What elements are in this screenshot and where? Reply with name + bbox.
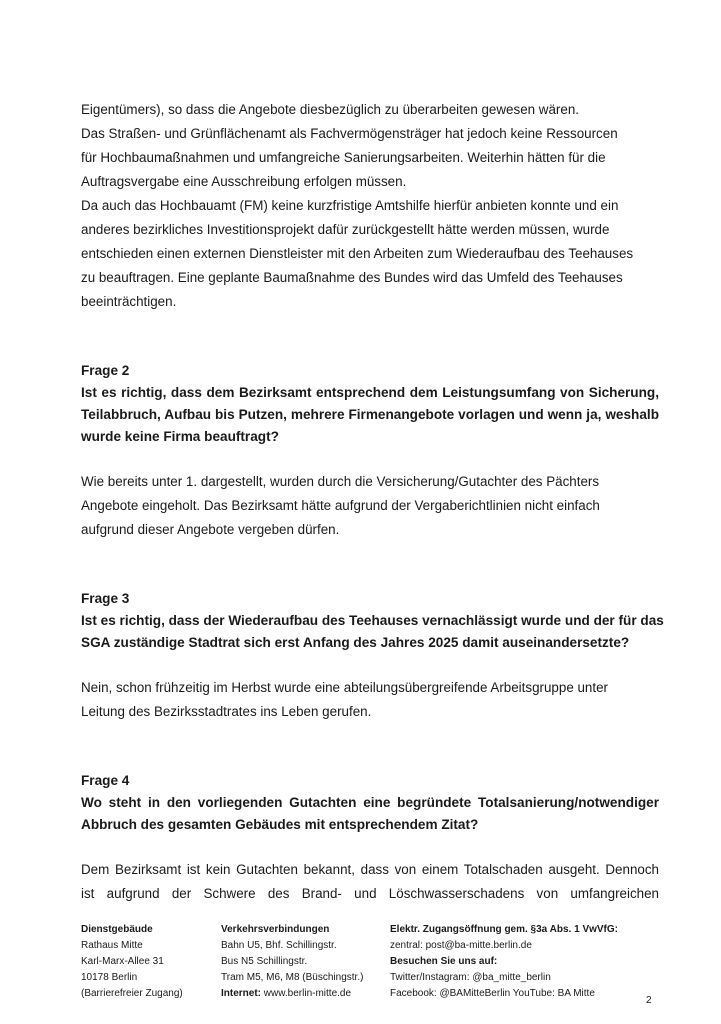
answer-text: [81, 470, 659, 542]
text-line: Auftragsvergabe eine Ausschreibung erfolgen müssen.: [81, 174, 407, 189]
document-body: [81, 98, 664, 906]
internet-label: Internet:: [221, 988, 261, 999]
section-frage-3: [81, 588, 664, 724]
footer-twitter-link[interactable]: Twitter/Instagram: @ba_mitte_berlin: [390, 972, 551, 983]
page-number: 2: [646, 995, 652, 1006]
footer-line: Rathaus Mitte: [81, 940, 143, 951]
intro-paragraph: [81, 98, 659, 314]
answer-line: aufgrund dieser Angebote vergeben dürfen.: [81, 522, 340, 537]
footer-kontakt: [390, 922, 618, 1002]
question-line: Abbruch des gesamten Gebäudes mit entsprechendem Zitat?: [81, 817, 479, 832]
question-line: SGA zuständige Stadtrat sich erst Anfang des Jahres 2025 damit auseinandersetzte?: [81, 635, 630, 650]
footer-line: Bus N5 Schillingstr.: [221, 956, 308, 967]
question-text: [81, 610, 664, 654]
footer-verkehrsverbindungen: [221, 922, 363, 1002]
question-text: [81, 792, 659, 836]
section-label: Frage 4: [81, 773, 130, 788]
footer-line: Karl-Marx-Allee 31: [81, 956, 164, 967]
footer-social-heading: Besuchen Sie uns auf:: [390, 956, 498, 967]
text-line: beeinträchtigen.: [81, 294, 177, 309]
text-line: Da auch das Hochbauamt (FM) keine kurzfristige Amtshilfe hierfür anbieten konnte und ein: [81, 198, 619, 213]
answer-line: ist aufgrund der Schwere des Brand- und Löschwasserschadens von umfangreichen: [81, 886, 659, 901]
footer-heading: Dienstgebäude: [81, 924, 153, 935]
text-line: entschieden einen externen Dienstleister mit den Arbeiten zum Wiederaufbau des Teehauses: [81, 246, 634, 261]
answer-text: [81, 676, 659, 724]
footer-line: Bahn U5, Bhf. Schillingstr.: [221, 940, 337, 951]
text-line: für Hochbaumaßnahmen und umfangreiche Sanierungsarbeiten. Weiterhin hätten für die: [81, 150, 606, 165]
answer-text: [81, 858, 659, 906]
section-frage-2: [81, 360, 659, 542]
footer-heading: Verkehrsverbindungen: [221, 924, 330, 935]
footer-email-link[interactable]: zentral: post@ba-mitte.berlin.de: [390, 940, 532, 951]
answer-line: Dem Bezirksamt ist kein Gutachten bekannt, dass von einem Totalschaden ausgeht. Dennoch: [81, 862, 659, 877]
answer-line: Angebote eingeholt. Das Bezirksamt hätte aufgrund der Vergaberichtlinien nicht einfach: [81, 498, 600, 513]
footer-line: Tram M5, M6, M8 (Büschingstr.): [221, 972, 364, 983]
answer-line: Nein, schon frühzeitig im Herbst wurde eine abteilungsübergreifende Arbeitsgruppe unter: [81, 680, 609, 695]
text-line: Das Straßen- und Grünflächenamt als Fachvermögensträger hat jedoch keine Ressourcen: [81, 126, 618, 141]
footer-internet: [221, 986, 363, 1002]
footer-facebook-link[interactable]: Facebook: @BAMitteBerlin YouTube: BA Mitte: [390, 988, 595, 999]
footer-line: (Barrierefreier Zugang): [81, 988, 183, 999]
internet-link[interactable]: www.berlin-mitte.de: [261, 988, 352, 999]
answer-line: Wie bereits unter 1. dargestellt, wurden durch die Versicherung/Gutachter des Pächters: [81, 474, 600, 489]
question-line: Ist es richtig, dass der Wiederaufbau des Teehauses vernachlässigt wurde und der für das: [81, 613, 664, 628]
question-line: wurde keine Firma beauftragt?: [81, 429, 279, 444]
footer-dienstgebaeude: [81, 922, 183, 1002]
section-label: Frage 3: [81, 591, 130, 606]
footer-line: 10178 Berlin: [81, 972, 138, 983]
text-line: Eigentümers), so dass die Angebote diesbezüglich zu überarbeiten gewesen wären.: [81, 102, 579, 117]
question-text: [81, 382, 659, 448]
footer-heading: Elektr. Zugangsöffnung gem. §3a Abs. 1 VwVfG:: [390, 924, 618, 935]
section-frage-4: [81, 770, 659, 906]
question-line: Ist es richtig, dass dem Bezirksamt entsprechend dem Leistungsumfang von Sicherung,: [81, 385, 659, 400]
question-line: Wo steht in den vorliegenden Gutachten eine begründete Totalsanierung/notwendiger: [81, 795, 659, 810]
question-line: Teilabbruch, Aufbau bis Putzen, mehrere Firmenangebote vorlagen und wenn ja, weshalb: [81, 407, 659, 422]
text-line: zu beauftragen. Eine geplante Baumaßnahme des Bundes wird das Umfeld des Teehauses: [81, 270, 623, 285]
answer-line: Leitung des Bezirksstadtrates ins Leben gerufen.: [81, 704, 372, 719]
section-label: Frage 2: [81, 363, 130, 378]
text-line: anderes bezirkliches Investitionsprojekt dafür zurückgestellt hätte werden müssen, wurde: [81, 222, 610, 237]
